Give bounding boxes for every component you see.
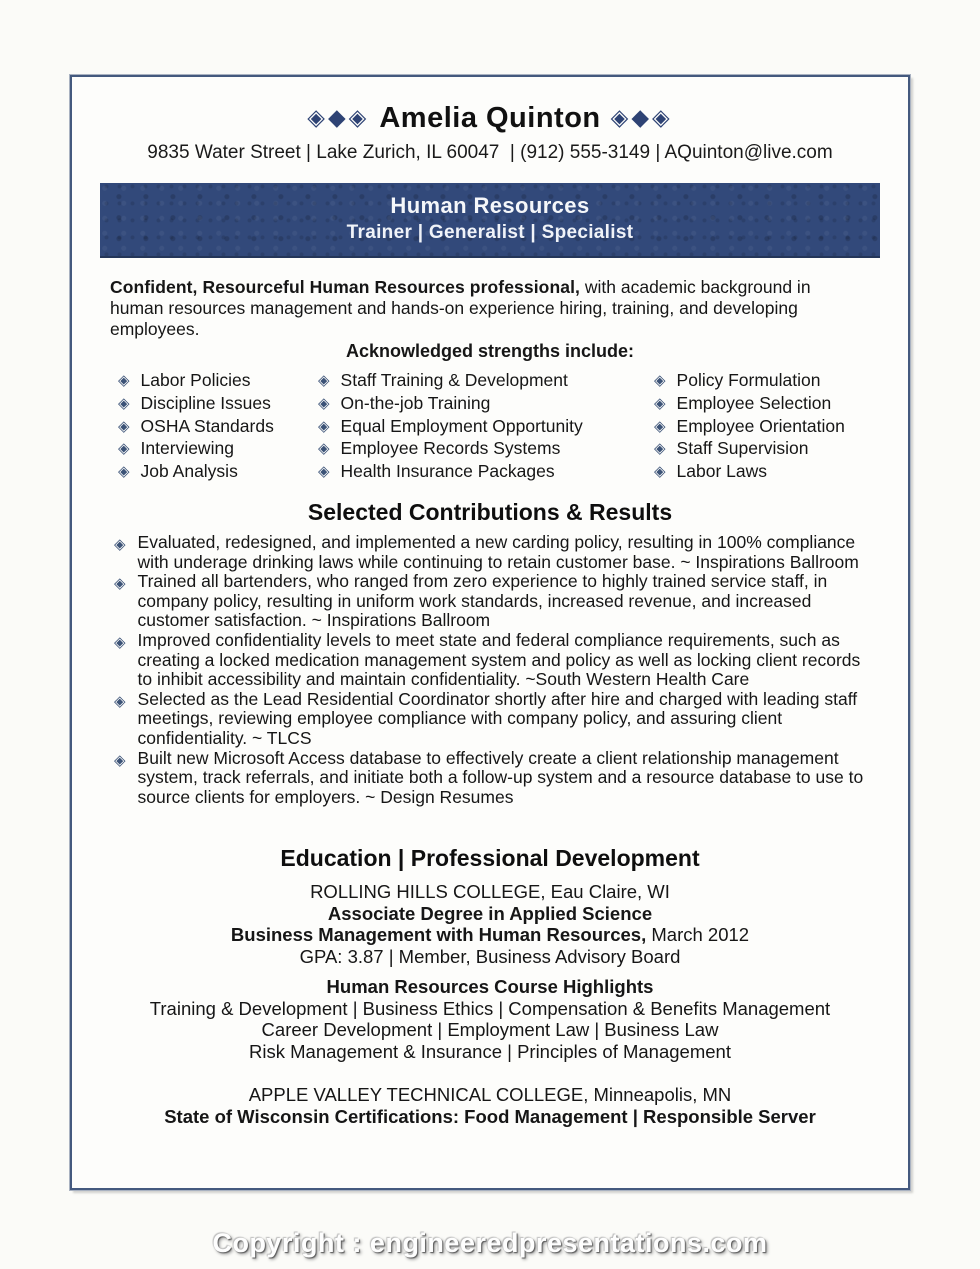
list-item xyxy=(318,393,654,416)
diamond-bullet-icon: ◈ xyxy=(118,440,130,458)
person-name: Amelia Quinton xyxy=(379,102,601,134)
diamond-bullet-icon: ◈ xyxy=(114,575,126,593)
list-item xyxy=(118,461,318,484)
course-line: Training & Development | Business Ethics | Compensation & Benefits Management xyxy=(149,997,831,1019)
strength-label: Employee Records Systems xyxy=(340,438,561,459)
diamond-bullet-icon: ◈ xyxy=(118,463,130,481)
contribution-text: Evaluated, redesigned, and implemented a new carding policy, resulting in 100% compliance with underage drinking laws while continuing to retain customer base. ~ Inspirations Ballroom xyxy=(137,531,859,572)
strength-label: Policy Formulation xyxy=(676,370,821,390)
diamond-decor-icon: ◈◆◈ xyxy=(610,104,673,130)
list-item xyxy=(654,370,845,393)
strength-label: Job Analysis xyxy=(140,461,238,482)
summary-paragraph xyxy=(110,277,868,340)
strengths-column xyxy=(118,370,318,484)
list-item xyxy=(114,749,876,808)
major-bold: Business Management with Human Resources, xyxy=(230,924,647,946)
list-item xyxy=(318,438,654,461)
degree-line: Associate Degree in Applied Science xyxy=(327,902,653,924)
diamond-bullet-icon: ◈ xyxy=(114,633,126,651)
strength-label: Labor Policies xyxy=(140,370,251,390)
list-item xyxy=(114,533,876,572)
list-item xyxy=(654,393,845,416)
diamond-bullet-icon: ◈ xyxy=(654,463,666,481)
strengths-column xyxy=(654,370,845,484)
contribution-text: Improved confidentiality levels to meet state and federal compliance requirements, such as creating a locked medication management system and policy as well as locking client records to inhibit accessibility and maintain confidentiality. ~South Western Health Care xyxy=(137,629,861,690)
diamond-bullet-icon: ◈ xyxy=(654,372,666,389)
contributions-list xyxy=(114,533,876,807)
diamond-bullet-icon: ◈ xyxy=(318,394,330,412)
list-item xyxy=(654,416,845,439)
list-item xyxy=(118,438,318,461)
education-college-1 xyxy=(72,881,908,967)
diamond-bullet-icon: ◈ xyxy=(654,394,666,412)
contribution-text: Built new Microsoft Access database to effectively create a client relationship management system, track referrals, and initiate both a follow-up system and a resource database to use to source clients for employers. ~ Design Resumes xyxy=(137,747,864,807)
contribution-text: Selected as the Lead Residential Coordinator shortly after hire and charged with leading staff meetings, reviewing employee compliance with company policy, and assuring client confidentiality. ~ TLCS xyxy=(137,688,858,748)
strength-label: Labor Laws xyxy=(676,461,768,482)
education-heading: Education | Professional Development xyxy=(280,845,700,872)
contribution-text: Trained all bartenders, who ranged from zero experience to highly trained service staff, in company policy, resulting in uniform work standards, increased revenue, and increased customer satisfaction. ~ Inspirations Ballroom xyxy=(137,571,828,631)
gpa-line: GPA: 3.87 | Member, Business Advisory Board xyxy=(299,945,681,967)
school-name: APPLE VALLEY TECHNICAL COLLEGE, Minneapolis, MN xyxy=(248,1084,732,1106)
course-line: Career Development | Employment Law | Business Law xyxy=(261,1019,719,1041)
contact-line: 9835 Water Street | Lake Zurich, IL 60047 | (912) 555-3149 | AQuinton@live.com xyxy=(147,142,833,163)
summary-rest: with academic background in human resources management and hands-on experience hiring, training, and developing employees. xyxy=(110,277,811,339)
course-highlights xyxy=(72,976,908,1062)
list-item xyxy=(114,690,876,749)
list-item xyxy=(114,572,876,631)
strength-label: Staff Training & Development xyxy=(340,370,568,390)
title-banner xyxy=(100,183,880,258)
list-item xyxy=(318,461,654,484)
strengths-heading: Acknowledged strengths include: xyxy=(345,341,635,361)
page-title xyxy=(72,102,908,135)
strengths-column xyxy=(318,370,654,484)
list-item xyxy=(654,461,845,484)
course-line: Risk Management & Insurance | Principles of Management xyxy=(249,1040,731,1062)
strength-label: Employee Selection xyxy=(676,392,832,413)
banner-subtitle: Trainer | Generalist | Specialist xyxy=(346,222,634,243)
strength-label: Discipline Issues xyxy=(140,392,271,413)
school-name: ROLLING HILLS COLLEGE, Eau Claire, WI xyxy=(310,881,670,903)
diamond-bullet-icon: ◈ xyxy=(654,417,666,435)
diamond-bullet-icon: ◈ xyxy=(114,535,126,553)
diamond-bullet-icon: ◈ xyxy=(118,417,130,435)
course-highlights-heading: Human Resources Course Highlights xyxy=(326,976,654,998)
major-line xyxy=(72,924,908,946)
diamond-bullet-icon: ◈ xyxy=(114,751,126,769)
certifications-line: State of Wisconsin Certifications: Food Management | Responsible Server xyxy=(164,1105,816,1127)
diamond-bullet-icon: ◈ xyxy=(114,692,126,710)
copyright-watermark: Copyright : engineeredpresentations.com xyxy=(212,1228,768,1258)
diamond-decor-icon: ◈◆◈ xyxy=(307,104,370,130)
strength-label: Staff Supervision xyxy=(676,438,809,459)
strengths-grid xyxy=(118,370,908,484)
diamond-bullet-icon: ◈ xyxy=(118,372,130,389)
summary-lead: Confident, Resourceful Human Resources professional, xyxy=(110,277,581,297)
list-item xyxy=(114,631,876,690)
strength-label: Equal Employment Opportunity xyxy=(340,415,583,436)
strength-label: Employee Orientation xyxy=(676,415,845,436)
strength-label: Interviewing xyxy=(140,438,234,459)
major-date: March 2012 xyxy=(646,924,750,946)
list-item xyxy=(318,416,654,439)
list-item xyxy=(654,438,845,461)
diamond-bullet-icon: ◈ xyxy=(318,463,330,481)
strength-label: On-the-job Training xyxy=(340,392,491,413)
strength-label: Health Insurance Packages xyxy=(340,461,555,482)
diamond-bullet-icon: ◈ xyxy=(318,417,330,435)
list-item xyxy=(118,370,318,393)
contributions-heading: Selected Contributions & Results xyxy=(307,498,673,525)
strength-label: OSHA Standards xyxy=(140,415,274,436)
list-item xyxy=(318,370,654,393)
diamond-bullet-icon: ◈ xyxy=(118,394,130,412)
diamond-bullet-icon: ◈ xyxy=(318,440,330,458)
diamond-bullet-icon: ◈ xyxy=(654,440,666,458)
education-college-2 xyxy=(72,1084,908,1127)
diamond-bullet-icon: ◈ xyxy=(318,372,330,389)
list-item xyxy=(118,416,318,439)
list-item xyxy=(118,393,318,416)
resume-page xyxy=(70,75,910,1190)
banner-title: Human Resources xyxy=(390,193,590,218)
